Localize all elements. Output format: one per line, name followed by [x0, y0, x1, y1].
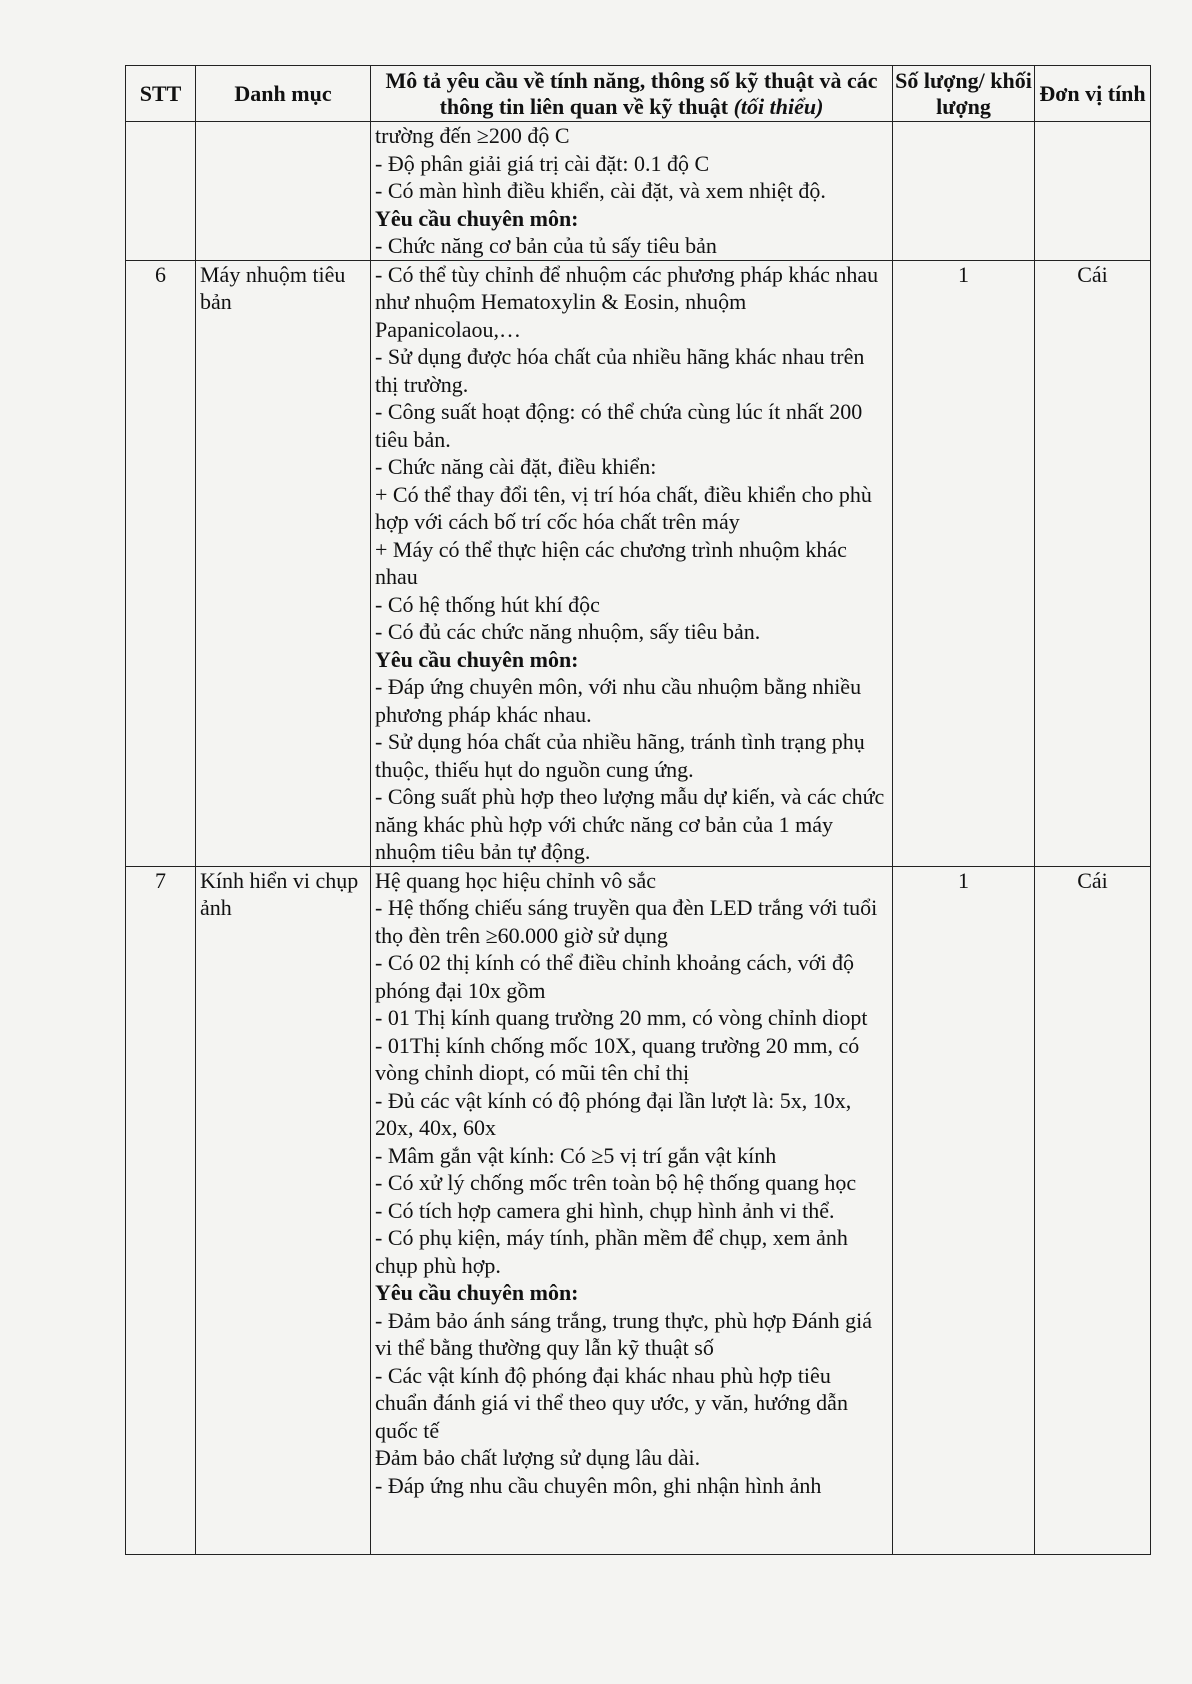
specification-table: [125, 65, 1151, 1555]
requirement-heading: Yêu cầu chuyên môn:: [375, 205, 579, 231]
row-quantity: [893, 122, 1035, 261]
row-unit: Cái: [1035, 866, 1151, 1554]
header-stt: STT: [126, 66, 196, 122]
description-line: - Có thể tùy chỉnh để nhuộm các phương pháp khác nhau như nhuộm Hematoxylin & Eosin, nhuộm Papanicolaou,…: [375, 261, 879, 342]
description-line: - Đủ các vật kính có độ phóng đại lần lượt là: 5x, 10x, 20x, 40x, 60x: [375, 1087, 852, 1140]
header-category: Danh mục: [196, 66, 371, 122]
description-line: - 01Thị kính chống mốc 10X, quang trường 20 mm, có vòng chỉnh diopt, có mũi tên chỉ thị: [375, 1032, 860, 1085]
requirement-heading: Yêu cầu chuyên môn:: [375, 646, 579, 672]
description-line: - Đảm bảo ánh sáng trắng, trung thực, phù hợp Đánh giá vi thể bằng thường quy lẫn kỹ thuật số: [375, 1307, 873, 1360]
row-quantity: 1: [893, 260, 1035, 866]
description-line: - Có xử lý chống mốc trên toàn bộ hệ thống quang học: [375, 1170, 857, 1195]
description-line: - Mâm gắn vật kính: Có ≥5 vị trí gắn vật kính: [375, 1142, 777, 1168]
description-line: - Hệ thống chiếu sáng truyền qua đèn LED trắng với tuổi thọ đèn trên ≥60.000 giờ sử dụng: [375, 895, 878, 948]
table-row: [126, 260, 1151, 866]
description-line: - Các vật kính độ phóng đại khác nhau phù hợp tiêu chuẩn đánh giá vi thể theo quy ước, y văn, hướng dẫn quốc tế: [375, 1362, 848, 1443]
requirement-heading: Yêu cầu chuyên môn:: [375, 1280, 579, 1305]
header-description-min: (tối thiểu): [733, 93, 824, 119]
row-item-name: Máy nhuộm tiêu bản: [196, 260, 371, 866]
table-row: [126, 866, 1151, 1554]
row-quantity: 1: [893, 866, 1035, 1554]
description-line: - 01 Thị kính quang trường 20 mm, có vòng chỉnh diopt: [375, 1005, 868, 1030]
description-line: + Có thể thay đổi tên, vị trí hóa chất, điều khiển cho phù hợp với cách bố trí cốc hóa chất trên máy: [375, 481, 872, 534]
header-unit: Đơn vị tính: [1035, 66, 1151, 122]
row-unit: Cái: [1035, 260, 1151, 866]
header-quantity: Số lượng/ khối lượng: [893, 66, 1035, 122]
row-unit: [1035, 122, 1151, 261]
description-line: - Công suất phù hợp theo lượng mẫu dự kiến, và các chức năng khác phù hợp với chức năng cơ bản của 1 máy nhuộm tiêu bản tự động.: [375, 784, 885, 864]
row-stt: [126, 122, 196, 261]
description-line: + Máy có thể thực hiện các chương trình nhuộm khác nhau: [375, 536, 847, 589]
description-line: - Có hệ thống hút khí độc: [375, 591, 600, 617]
row-stt: 6: [126, 260, 196, 866]
row-stt: 7: [126, 866, 196, 1554]
description-line: - Công suất hoạt động: có thể chứa cùng lúc ít nhất 200 tiêu bản.: [375, 399, 863, 452]
header-description: [371, 66, 893, 122]
row-item-name: [196, 122, 371, 261]
description-line: trường đến ≥200 độ C: [375, 123, 570, 148]
description-line: - Sử dụng hóa chất của nhiều hãng, tránh tình trạng phụ thuộc, thiếu hụt do nguồn cung ứng.: [375, 729, 865, 782]
description-line: - Có màn hình điều khiển, cài đặt, và xem nhiệt độ.: [375, 178, 826, 203]
row-description: [371, 122, 893, 261]
row-item-name: Kính hiển vi chụp ảnh: [196, 866, 371, 1554]
description-line: - Có phụ kiện, máy tính, phần mềm để chụp, xem ảnh chụp phù hợp.: [375, 1225, 848, 1278]
description-line: - Sử dụng được hóa chất của nhiều hãng khác nhau trên thị trường.: [375, 344, 865, 397]
description-line: - Đáp ứng chuyên môn, với nhu cầu nhuộm bằng nhiều phương pháp khác nhau.: [375, 674, 862, 727]
description-line: - Độ phân giải giá trị cài đặt: 0.1 độ C: [375, 150, 710, 176]
table-header-row: [126, 66, 1151, 122]
description-line: - Có 02 thị kính có thể điều chỉnh khoảng cách, với độ phóng đại 10x gồm: [375, 950, 855, 1003]
description-line: Đảm bảo chất lượng sử dụng lâu dài.: [375, 1445, 701, 1470]
description-line: - Đáp ứng nhu cầu chuyên môn, ghi nhận hình ảnh: [375, 1472, 822, 1498]
row-description: [371, 260, 893, 866]
description-line: - Có đủ các chức năng nhuộm, sấy tiêu bản.: [375, 619, 761, 644]
description-line: - Chức năng cài đặt, điều khiển:: [375, 454, 657, 479]
description-line: - Chức năng cơ bản của tủ sấy tiêu bản: [375, 233, 717, 258]
description-line: Hệ quang học hiệu chỉnh vô sắc: [375, 867, 657, 893]
description-line: - Có tích hợp camera ghi hình, chụp hình ảnh vi thể.: [375, 1197, 835, 1223]
table-row: [126, 122, 1151, 261]
header-description-main: Mô tả yêu cầu về tính năng, thông số kỹ thuật và các thông tin liên quan về kỹ thuật: [385, 67, 878, 119]
row-description: [371, 866, 893, 1554]
